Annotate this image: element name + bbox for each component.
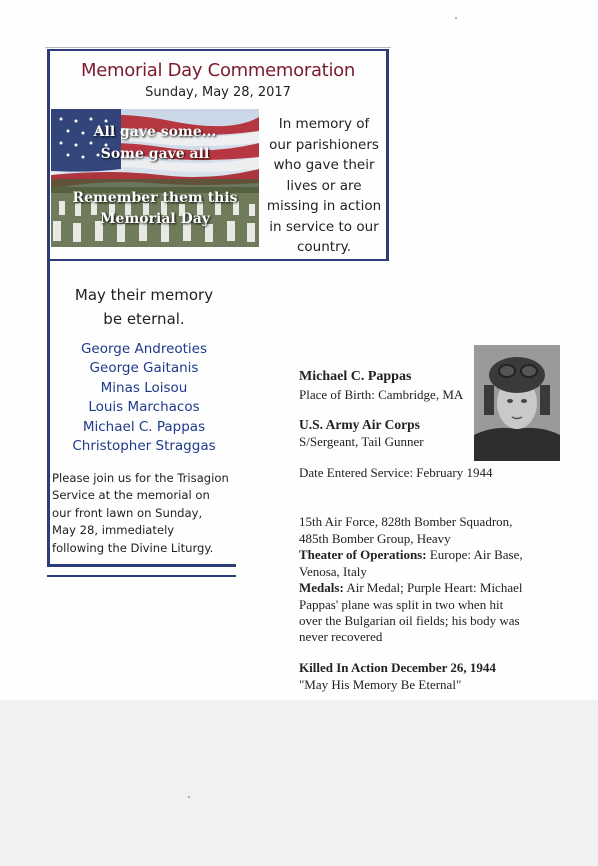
list-item: George Gaitanis	[89, 360, 199, 377]
divider	[47, 575, 236, 577]
invitation-paragraph	[52, 470, 240, 557]
profile-medals: Pappas' plane was split in two when hit	[299, 597, 504, 612]
divider	[48, 259, 387, 261]
text-line: lives or are	[286, 177, 362, 194]
profile-unit: 485th Bomber Group, Heavy	[299, 531, 451, 546]
profile-unit: 15th Air Force, 828th Bomber Squadron,	[299, 514, 513, 529]
text-line: In memory of	[278, 116, 370, 132]
medals-label: Medals:	[299, 580, 344, 595]
profile-theater	[299, 547, 523, 563]
text-line: May their memory	[74, 286, 214, 304]
profile-medals: never recovered	[299, 629, 383, 644]
text-line: country.	[297, 239, 351, 255]
list-item: George Andreoties	[80, 341, 208, 357]
list-item: Minas Loisou	[100, 379, 188, 396]
divider	[47, 564, 236, 567]
profile-birthplace: Place of Birth: Cambridge, MA	[299, 387, 464, 402]
notice-title: Memorial Day Commemoration	[81, 60, 355, 81]
names-list	[50, 340, 238, 456]
profile-medals: over the Bulgarian oil fields; his body was	[299, 613, 520, 628]
scan-background	[0, 700, 598, 866]
text-line: May 28, immediately	[52, 523, 175, 538]
theater-label: Theater of Operations:	[299, 547, 427, 562]
profile-rank: S/Sergeant, Tail Gunner	[299, 434, 424, 449]
image-caption-line: Some gave all	[100, 146, 210, 162]
text-line: in service to our	[269, 218, 379, 235]
image-caption-line: Remember them this	[72, 190, 238, 206]
text-line: missing in action	[266, 198, 382, 214]
theater-value: Europe: Air Base,	[426, 547, 523, 562]
eternal-heading	[50, 283, 238, 331]
profile-entered: Date Entered Service: February 1944	[299, 465, 493, 480]
scan-speck	[455, 17, 457, 19]
memory-paragraph	[262, 114, 386, 258]
profile-branch: U.S. Army Air Corps	[299, 417, 420, 432]
list-item: Christopher Straggas	[72, 438, 216, 455]
profile-name: Michael C. Pappas	[299, 369, 412, 384]
portrait-photo	[474, 345, 560, 461]
image-caption-line: Memorial Day	[100, 211, 210, 227]
text-line: Service at the memorial on	[52, 488, 210, 503]
list-item: Louis Marchacos	[88, 399, 200, 416]
text-line: who gave their	[273, 157, 375, 173]
notice-date: Sunday, May 28, 2017	[145, 85, 291, 100]
medals-value: Air Medal; Purple Heart: Michael	[343, 580, 523, 595]
divider	[45, 47, 391, 48]
text-line: following the Divine Liturgy.	[52, 540, 214, 555]
text-line: Please join us for the Trisagion	[52, 471, 229, 485]
profile-medals	[299, 580, 522, 596]
profile-kia: Killed In Action December 26, 1944	[299, 660, 496, 675]
text-line: be eternal.	[103, 310, 185, 328]
profile-quote: "May His Memory Be Eternal"	[299, 677, 462, 692]
text-line: our parishioners	[269, 136, 379, 153]
list-item: Michael C. Pappas	[82, 418, 206, 435]
profile-theater: Venosa, Italy	[299, 564, 367, 579]
image-caption-line: All gave some...	[93, 124, 217, 140]
text-line: our front lawn on Sunday,	[52, 505, 203, 520]
scan-speck	[188, 796, 190, 798]
